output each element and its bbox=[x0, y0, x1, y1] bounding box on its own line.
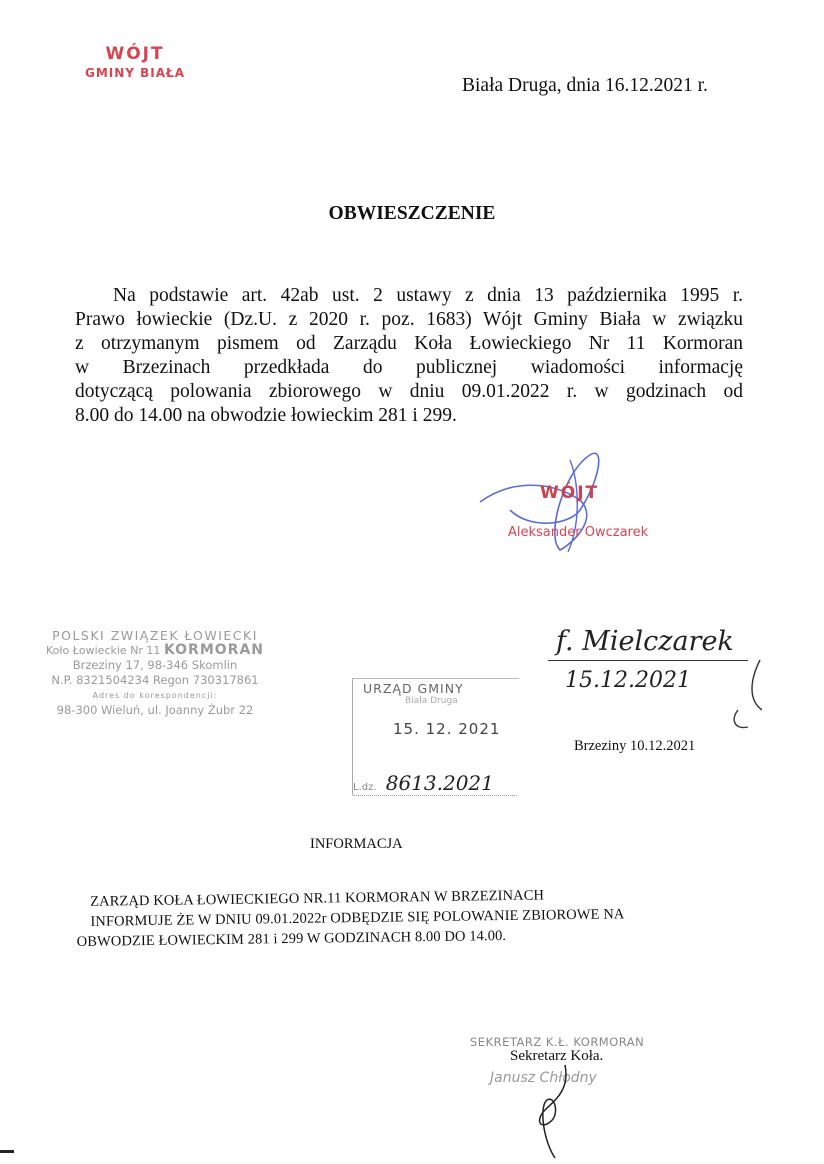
body-line: Na podstawie art. 42ab ust. 2 ustawy z dnia 13 października 1995 r. bbox=[113, 285, 743, 306]
office-stamp-title: URZĄD GMINY bbox=[363, 681, 464, 696]
info-line: INFORMUJE ŻE W DNIU 09.01.2022r ODBĘDZIE SIĘ POLOWANIE ZBIOROWE NA bbox=[90, 906, 625, 930]
info-body bbox=[76, 883, 757, 952]
club-stamp-line3: Brzeziny 17, 98-346 Skomlin bbox=[72, 658, 238, 672]
edge-mark bbox=[0, 1150, 14, 1153]
body-line: 8.00 do 14.00 na obwodzie łowieckim 281 i 299. bbox=[75, 405, 457, 426]
handwritten-date: 15.12.2021 bbox=[565, 668, 691, 693]
club-stamp-line4: N.P. 8321504234 Regon 730317861 bbox=[51, 673, 259, 687]
office-stamp-ldz-label: L.dz. bbox=[353, 782, 377, 793]
club-stamp-line2 bbox=[30, 643, 280, 658]
handwritten-flourish bbox=[720, 655, 780, 735]
club-stamp-line2-name: KORMORAN bbox=[163, 642, 265, 658]
document-title: OBWIESZCZENIE bbox=[328, 203, 496, 224]
club-place-date: Brzeziny 10.12.2021 bbox=[574, 738, 696, 754]
body-line: dotyczącą polowania zbiorowego w dniu 09.01.2022 r. w godzinach od bbox=[75, 381, 743, 402]
secretary-stamp: SEKRETARZ K.Ł. KORMORAN bbox=[470, 1035, 645, 1049]
body-line: w Brzezinach przedkłada do publicznej wiadomości informację bbox=[75, 357, 743, 378]
info-heading: INFORMACJA bbox=[310, 836, 403, 852]
info-line: ZARZĄD KOŁA ŁOWIECKIEGO NR.11 KORMORAN W BRZEZINACH bbox=[90, 887, 545, 910]
club-stamp-line1: POLSKI ZWIĄZEK ŁOWIECKI bbox=[52, 628, 258, 643]
secretary-title: Sekretarz Koła. bbox=[510, 1048, 604, 1064]
place-date: Biała Druga, dnia 16.12.2021 r. bbox=[462, 75, 708, 96]
secretary-name: Janusz Chłodny bbox=[490, 1070, 597, 1086]
info-line: OBWODZIE ŁOWIECKIM 281 i 299 W GODZINACH 8.00 DO 14.00. bbox=[76, 927, 507, 950]
secretary-signature bbox=[525, 1060, 585, 1164]
club-stamp-line5: Adres do korespondencji: bbox=[92, 691, 218, 700]
office-stamp-ldz-value: 8613.2021 bbox=[385, 771, 494, 795]
signature-stamp-title: WÓJT bbox=[540, 483, 600, 503]
header-stamp-line1: WÓJT bbox=[105, 44, 165, 64]
club-stamp-line2-prefix: Koło Łowieckie Nr 11 bbox=[45, 644, 161, 657]
body-line: Prawo łowieckie (Dz.U. z 2020 r. poz. 1683) Wójt Gminy Biała w związku bbox=[75, 309, 743, 330]
announcement-body bbox=[75, 284, 743, 428]
wojt-signature bbox=[470, 440, 670, 570]
body-line: z otrzymanym pismem od Zarządu Koła Łowieckiego Nr 11 Kormoran bbox=[75, 333, 743, 354]
office-receipt-stamp bbox=[352, 678, 519, 795]
club-stamp-line6: 98-300 Wieluń, ul. Joanny Żubr 22 bbox=[56, 703, 254, 717]
signature-stamp-name: Aleksander Owczarek bbox=[508, 525, 649, 540]
club-stamp bbox=[30, 628, 280, 718]
office-stamp-sub: Biała Druga bbox=[405, 696, 458, 706]
handwritten-underline bbox=[548, 660, 748, 661]
handwritten-signature: f. Mielczarek bbox=[556, 626, 734, 657]
wojt-header-stamp bbox=[70, 44, 200, 80]
office-stamp-ldz bbox=[353, 771, 517, 796]
header-stamp-line2: GMINY BIAŁA bbox=[84, 66, 186, 80]
office-stamp-date: 15. 12. 2021 bbox=[393, 720, 501, 738]
